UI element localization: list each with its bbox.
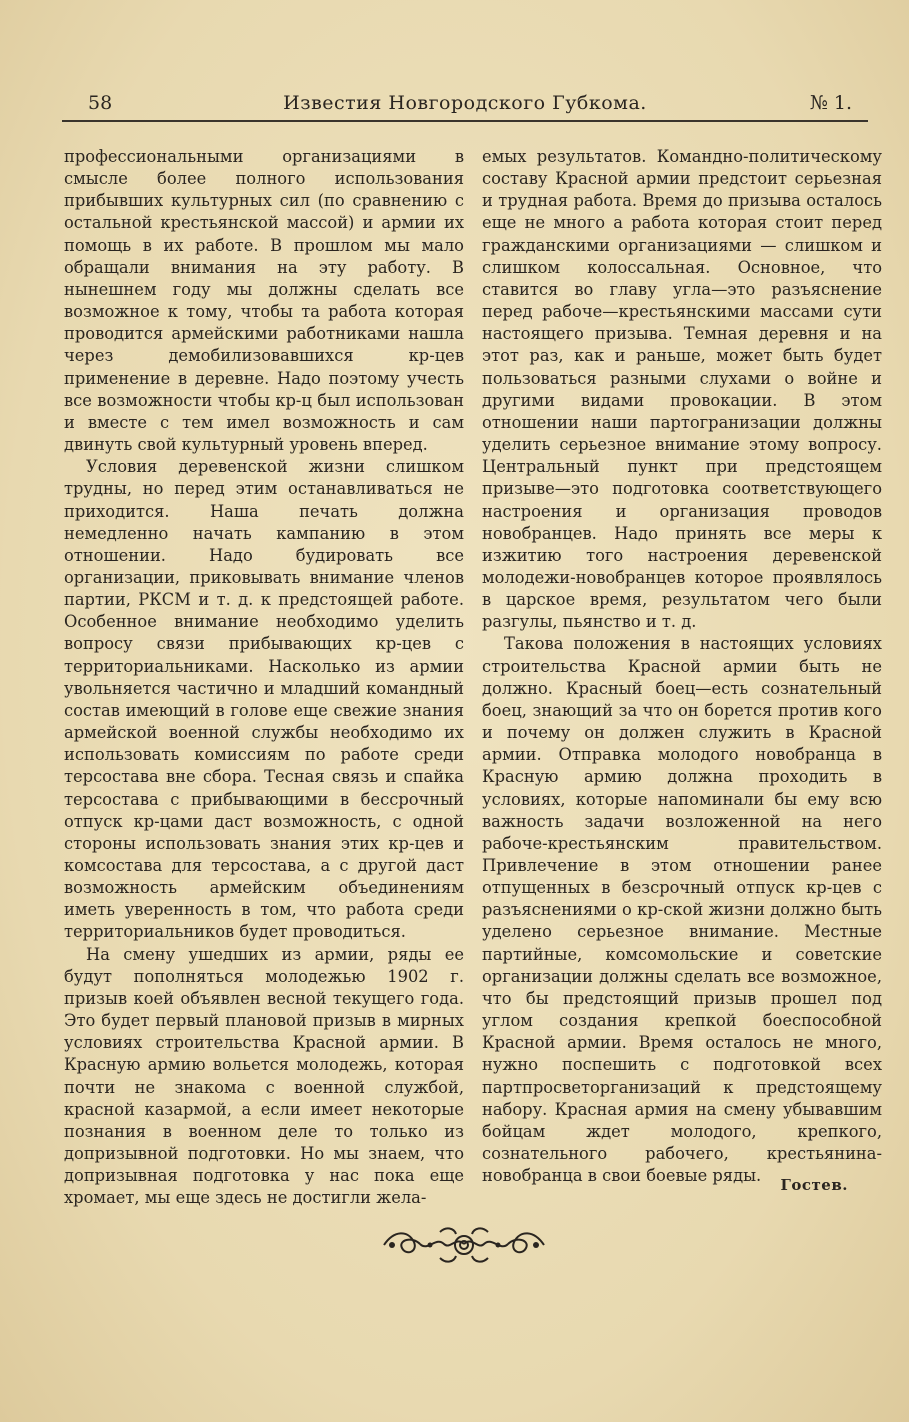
page-number: 58 [88, 92, 113, 114]
left-column [64, 146, 464, 1210]
right-column [482, 146, 882, 1187]
paragraph: емых результатов. Командно-политическому составу Красной армии предстоит серьезная и трудная работа. Время до призыва осталось еще не много а работа которая стоит перед гражданскими организациями — слишком и слишком колоссальная. Основное, что ставится во главу угла—это разъяснение перед рабоче—крестьянскими массами сути настоящего призыва. Темная деревня и на этот раз, как и раньше, может быть будет пользоваться разными слухами о войне и другими видами провокации. В этом отношении наши партогранизации должны уделить серьезное внимание этому вопросу. Центральный пункт при предстоящем призыве—это подготовка соответствующего настроения и организация проводов новобранцев. Надо принять все меры к изжитию того настроения деревенской молодежи-новобранцев которое проявлялось в царское время, результатом чего были разгулы, пьянство и т. д. [482, 147, 882, 632]
issue-number: № 1. [809, 92, 852, 114]
author-signature: Гостев. [780, 1176, 848, 1194]
publication-title: Известия Новгородского Губкома. [283, 92, 647, 114]
paragraph: профессиональными организациями в смысле более полного использования прибывших культурных сил (по сравнению с остальной крестьянской массой) и армии их помощь в их работе. В прошлом мы мало обращали внимания на эту работу. В нынешнем году мы должны сделать все возможное к тому, чтобы та работа которая проводится армейскими работниками нашла через демобилизовавшихся кр-цев применение в деревне. Надо поэтому учесть все возможности чтобы кр-ц был использован и вместе с тем имел возможность и сам двинуть свой культурный уровень вперед. [64, 147, 464, 455]
page-header [62, 86, 868, 122]
ornament-divider [380, 1222, 548, 1268]
paragraph: На смену ушедших из армии, ряды ее будут пополняться молодежью 1902 г. призыв коей объявлен весной текущего года. Это будет первый плановой призыв в мирных условиях строительства Красной армии. В Красную армию вольется молодежь, которая почти не знакома с военной службой, красной казармой, а если имеет некоторые познания в военном деле то только из допризывной подготовки. Но мы знаем, что допризывная подготовка у нас пока еще хромает, мы еще здесь не достигли жела- [64, 944, 464, 1208]
paragraph: Условия деревенской жизни слишком трудны, но перед этим останавливаться не приходится. Наша печать должна немедленно начать кампанию в этом отношении. Надо будировать все организации, приковывать внимание членов партии, РКСМ и т. д. к предстоящей работе. Особенное внимание необходимо уделить вопросу связи прибывающих кр-цев с территориальниками. Насколько из армии увольняется частично и младший командный состав имеющий в голове еще свежие знания армейской военной службы необходимо их использовать комиссиям по работе среди терсостава вне сбора. Тесная связь и спайка терсостава с прибывающими в бессрочный отпуск кр-цами даст возможность, с одной стороны использовать знания этих кр-цев и комсостава для терсостава, а с другой даст возможность армейским объединениям иметь уверенность в том, что работа среди территориальников будет проводиться. [64, 457, 464, 942]
paragraph: Такова положения в настоящих условиях строительства Красной армии быть не должно. Красный боец—есть сознательный боец, знающий за что он борется против кого и почему он должен служить в Красной армии. Отправка молодого новобранца в Красную армию должна проходить в условиях, которые напоминали бы ему всю важность задачи возложенной на него рабоче-крестьянским правительством. Привлечение в этом отношении ранее отпущенных в безсрочный отпуск кр-цев с разъяснениями о кр-ской жизни должно быть уделено серьезное внимание. Местные партийные, комсомольские и советские организации должны сделать все возможное, что бы предстоящий призыв прошел под углом создания крепкой боеспособной Красной армии. Время осталось не много, нужно поспешить с подготовкой всех партпросветорганизаций к предстоящему набору. Красная армия на смену убывавшим бойцам ждет молодого, крепкого, сознательного рабочего, крестьянина-новобранца в свои боевые ряды. [482, 634, 882, 1186]
